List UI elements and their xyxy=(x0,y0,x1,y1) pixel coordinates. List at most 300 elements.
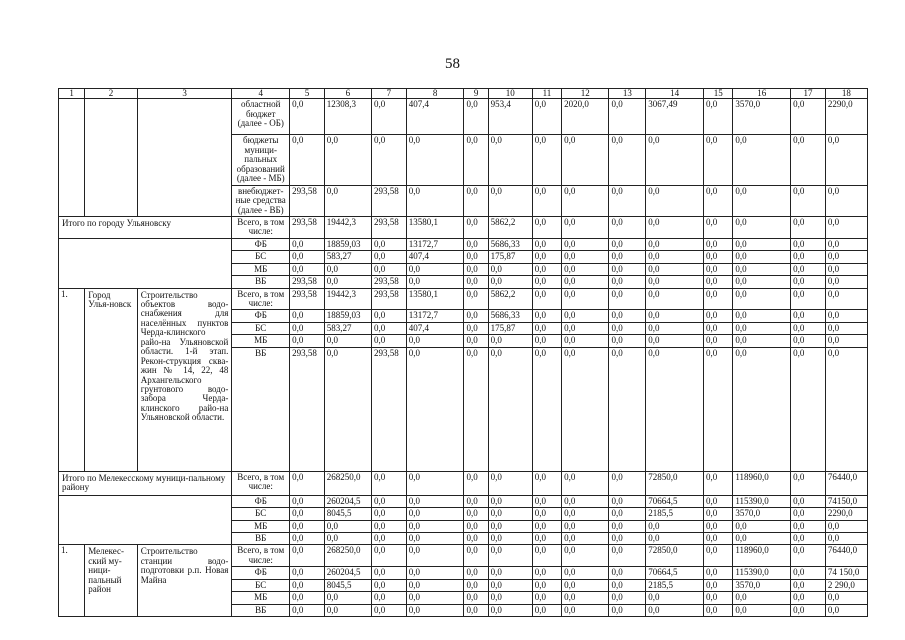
value-cell: 0,0 xyxy=(646,604,704,616)
value-cell: 0,0 xyxy=(464,347,488,471)
funding-source-label: Всего, в том числе: xyxy=(232,288,290,310)
header-cell: 12 xyxy=(562,89,609,99)
value-cell: 260204,5 xyxy=(324,495,371,507)
value-cell: 0,0 xyxy=(609,310,646,322)
header-cell: 6 xyxy=(324,89,371,99)
value-cell: 0,0 xyxy=(791,579,826,591)
header-cell: 17 xyxy=(791,89,826,99)
value-cell: 0,0 xyxy=(609,520,646,532)
value-cell: 0,0 xyxy=(733,251,791,263)
funding-source-label: Всего, в том числе: xyxy=(232,545,290,567)
value-cell: 0,0 xyxy=(562,310,609,322)
header-cell: 2 xyxy=(85,89,138,99)
value-cell: 0,0 xyxy=(406,495,464,507)
value-cell: 0,0 xyxy=(825,310,867,322)
value-cell: 0,0 xyxy=(562,520,609,532)
value-cell: 0,0 xyxy=(562,567,609,579)
value-cell: 0,0 xyxy=(791,347,826,471)
table-row xyxy=(59,545,868,567)
value-cell: 0,0 xyxy=(646,335,704,347)
value-cell: 0,0 xyxy=(609,263,646,275)
empty-cell xyxy=(85,99,138,217)
value-cell: 293,58 xyxy=(372,276,407,288)
value-cell: 0,0 xyxy=(406,135,464,185)
value-cell: 0,0 xyxy=(703,335,732,347)
value-cell: 8045,5 xyxy=(324,508,371,520)
header-cell: 10 xyxy=(488,89,532,99)
value-cell: 0,0 xyxy=(532,288,561,310)
value-cell: 0,0 xyxy=(733,592,791,604)
region-name: Город Улья-новск xyxy=(85,288,138,471)
funding-source-label: БС xyxy=(232,322,290,334)
value-cell: 0,0 xyxy=(703,604,732,616)
value-cell: 0,0 xyxy=(372,99,407,135)
value-cell: 0,0 xyxy=(372,495,407,507)
funding-source-label: Всего, в том числе: xyxy=(232,471,290,495)
value-cell: 0,0 xyxy=(488,185,532,216)
value-cell: 0,0 xyxy=(406,520,464,532)
value-cell: 0,0 xyxy=(324,135,371,185)
value-cell: 0,0 xyxy=(532,185,561,216)
funding-source-label: ФБ xyxy=(232,567,290,579)
table-row xyxy=(59,495,868,507)
value-cell: 293,58 xyxy=(372,216,407,238)
value-cell: 0,0 xyxy=(703,347,732,471)
value-cell: 0,0 xyxy=(825,238,867,250)
value-cell: 0,0 xyxy=(372,579,407,591)
value-cell: 0,0 xyxy=(324,592,371,604)
item-number: 1. xyxy=(59,545,85,617)
region-name: Мелекес-ский му-ници-пальный район xyxy=(85,545,138,617)
value-cell: 0,0 xyxy=(733,310,791,322)
value-cell: 0,0 xyxy=(791,263,826,275)
value-cell: 0,0 xyxy=(703,251,732,263)
value-cell: 0,0 xyxy=(532,251,561,263)
value-cell: 0,0 xyxy=(290,545,325,567)
value-cell: 0,0 xyxy=(464,185,488,216)
funding-source-label: бюджеты муници-пальных образований (далее - МБ) xyxy=(232,135,290,185)
value-cell: 0,0 xyxy=(324,520,371,532)
value-cell: 0,0 xyxy=(703,288,732,310)
header-cell: 16 xyxy=(733,89,791,99)
value-cell: 0,0 xyxy=(372,322,407,334)
table-row xyxy=(59,471,868,495)
funding-source-label: ФБ xyxy=(232,310,290,322)
value-cell: 0,0 xyxy=(791,216,826,238)
value-cell: 0,0 xyxy=(703,135,732,185)
value-cell: 0,0 xyxy=(464,276,488,288)
value-cell: 407,4 xyxy=(406,251,464,263)
value-cell: 0,0 xyxy=(406,545,464,567)
object-description: Строительство станции водо-подготовки р.п. Новая Майна xyxy=(137,545,232,617)
value-cell: 0,0 xyxy=(406,276,464,288)
value-cell: 0,0 xyxy=(488,347,532,471)
value-cell: 0,0 xyxy=(324,263,371,275)
value-cell: 0,0 xyxy=(532,532,561,544)
value-cell: 0,0 xyxy=(646,288,704,310)
value-cell: 0,0 xyxy=(406,579,464,591)
value-cell: 0,0 xyxy=(488,263,532,275)
funding-source-label: ВБ xyxy=(232,532,290,544)
header-cell: 7 xyxy=(372,89,407,99)
funding-source-label: ФБ xyxy=(232,238,290,250)
value-cell: 0,0 xyxy=(290,322,325,334)
value-cell: 0,0 xyxy=(464,335,488,347)
value-cell: 0,0 xyxy=(791,238,826,250)
value-cell: 0,0 xyxy=(609,99,646,135)
value-cell: 0,0 xyxy=(464,216,488,238)
value-cell: 0,0 xyxy=(609,508,646,520)
value-cell: 0,0 xyxy=(703,216,732,238)
value-cell: 0,0 xyxy=(372,135,407,185)
value-cell: 2185,5 xyxy=(646,579,704,591)
value-cell: 0,0 xyxy=(791,251,826,263)
value-cell: 0,0 xyxy=(464,310,488,322)
value-cell: 260204,5 xyxy=(324,567,371,579)
value-cell: 0,0 xyxy=(825,532,867,544)
value-cell: 0,0 xyxy=(703,99,732,135)
value-cell: 0,0 xyxy=(532,135,561,185)
value-cell: 0,0 xyxy=(562,532,609,544)
value-cell: 0,0 xyxy=(464,288,488,310)
value-cell: 0,0 xyxy=(825,251,867,263)
value-cell: 0,0 xyxy=(646,238,704,250)
value-cell: 0,0 xyxy=(406,592,464,604)
value-cell: 0,0 xyxy=(646,135,704,185)
value-cell: 268250,0 xyxy=(324,471,371,495)
value-cell: 0,0 xyxy=(464,532,488,544)
value-cell: 3570,0 xyxy=(733,508,791,520)
value-cell: 175,87 xyxy=(488,322,532,334)
value-cell: 0,0 xyxy=(562,276,609,288)
value-cell: 0,0 xyxy=(532,347,561,471)
value-cell: 0,0 xyxy=(532,604,561,616)
value-cell: 175,87 xyxy=(488,251,532,263)
value-cell: 0,0 xyxy=(825,276,867,288)
value-cell: 0,0 xyxy=(464,495,488,507)
value-cell: 0,0 xyxy=(825,216,867,238)
funding-source-label: Всего, в том числе: xyxy=(232,216,290,238)
funding-source-label: МБ xyxy=(232,520,290,532)
value-cell: 0,0 xyxy=(532,310,561,322)
value-cell: 0,0 xyxy=(406,604,464,616)
value-cell: 0,0 xyxy=(703,238,732,250)
value-cell: 2 290,0 xyxy=(825,579,867,591)
value-cell: 0,0 xyxy=(406,471,464,495)
value-cell: 0,0 xyxy=(464,545,488,567)
funding-source-label: ВБ xyxy=(232,347,290,471)
value-cell: 18859,03 xyxy=(324,238,371,250)
value-cell: 0,0 xyxy=(609,251,646,263)
value-cell: 0,0 xyxy=(646,310,704,322)
value-cell: 0,0 xyxy=(562,545,609,567)
header-cell: 18 xyxy=(825,89,867,99)
value-cell: 0,0 xyxy=(464,99,488,135)
value-cell: 19442,3 xyxy=(324,216,371,238)
value-cell: 0,0 xyxy=(290,471,325,495)
value-cell: 0,0 xyxy=(532,471,561,495)
funding-source-label: областной бюджет (далее - ОБ) xyxy=(232,99,290,135)
value-cell: 0,0 xyxy=(703,322,732,334)
value-cell: 0,0 xyxy=(290,251,325,263)
value-cell: 293,58 xyxy=(290,185,325,216)
value-cell: 0,0 xyxy=(372,532,407,544)
value-cell: 13580,1 xyxy=(406,288,464,310)
value-cell: 0,0 xyxy=(825,347,867,471)
value-cell: 0,0 xyxy=(488,276,532,288)
value-cell: 0,0 xyxy=(825,185,867,216)
value-cell: 0,0 xyxy=(464,520,488,532)
value-cell: 0,0 xyxy=(703,545,732,567)
value-cell: 3570,0 xyxy=(733,579,791,591)
value-cell: 0,0 xyxy=(791,276,826,288)
value-cell: 293,58 xyxy=(372,347,407,471)
value-cell: 0,0 xyxy=(406,263,464,275)
value-cell: 0,0 xyxy=(290,263,325,275)
value-cell: 0,0 xyxy=(488,135,532,185)
value-cell: 0,0 xyxy=(488,471,532,495)
value-cell: 0,0 xyxy=(464,604,488,616)
value-cell: 19442,3 xyxy=(324,288,371,310)
value-cell: 0,0 xyxy=(372,520,407,532)
value-cell: 0,0 xyxy=(791,99,826,135)
value-cell: 118960,0 xyxy=(733,471,791,495)
value-cell: 0,0 xyxy=(406,347,464,471)
value-cell: 0,0 xyxy=(290,310,325,322)
header-cell: 13 xyxy=(609,89,646,99)
value-cell: 0,0 xyxy=(290,99,325,135)
value-cell: 0,0 xyxy=(609,238,646,250)
value-cell: 0,0 xyxy=(532,508,561,520)
value-cell: 0,0 xyxy=(703,185,732,216)
value-cell: 0,0 xyxy=(703,592,732,604)
value-cell: 0,0 xyxy=(488,335,532,347)
header-cell: 3 xyxy=(137,89,232,99)
value-cell: 0,0 xyxy=(488,508,532,520)
value-cell: 0,0 xyxy=(646,322,704,334)
value-cell: 0,0 xyxy=(825,520,867,532)
value-cell: 0,0 xyxy=(609,604,646,616)
value-cell: 0,0 xyxy=(646,185,704,216)
value-cell: 0,0 xyxy=(290,238,325,250)
value-cell: 2290,0 xyxy=(825,99,867,135)
value-cell: 0,0 xyxy=(532,99,561,135)
value-cell: 0,0 xyxy=(791,567,826,579)
value-cell: 0,0 xyxy=(290,495,325,507)
empty-cell xyxy=(59,495,232,545)
value-cell: 5862,2 xyxy=(488,216,532,238)
value-cell: 0,0 xyxy=(372,263,407,275)
value-cell: 115390,0 xyxy=(733,567,791,579)
value-cell: 0,0 xyxy=(488,545,532,567)
value-cell: 0,0 xyxy=(646,520,704,532)
header-cell: 15 xyxy=(703,89,732,99)
funding-source-label: МБ xyxy=(232,335,290,347)
funding-source-label: ВБ xyxy=(232,276,290,288)
value-cell: 0,0 xyxy=(791,310,826,322)
value-cell: 0,0 xyxy=(488,592,532,604)
value-cell: 0,0 xyxy=(646,347,704,471)
value-cell: 0,0 xyxy=(791,495,826,507)
value-cell: 0,0 xyxy=(733,216,791,238)
value-cell: 0,0 xyxy=(791,604,826,616)
value-cell: 0,0 xyxy=(703,310,732,322)
value-cell: 0,0 xyxy=(791,135,826,185)
value-cell: 583,27 xyxy=(324,322,371,334)
value-cell: 2185,5 xyxy=(646,508,704,520)
value-cell: 72850,0 xyxy=(646,545,704,567)
value-cell: 0,0 xyxy=(562,216,609,238)
value-cell: 583,27 xyxy=(324,251,371,263)
header-cell: 4 xyxy=(232,89,290,99)
value-cell: 0,0 xyxy=(562,135,609,185)
value-cell: 0,0 xyxy=(825,263,867,275)
value-cell: 0,0 xyxy=(825,592,867,604)
value-cell: 0,0 xyxy=(562,604,609,616)
value-cell: 0,0 xyxy=(791,545,826,567)
value-cell: 118960,0 xyxy=(733,545,791,567)
funding-source-label: БС xyxy=(232,508,290,520)
value-cell: 0,0 xyxy=(372,604,407,616)
value-cell: 0,0 xyxy=(372,310,407,322)
value-cell: 293,58 xyxy=(372,185,407,216)
value-cell: 0,0 xyxy=(324,335,371,347)
value-cell: 0,0 xyxy=(609,322,646,334)
value-cell: 0,0 xyxy=(791,185,826,216)
value-cell: 8045,5 xyxy=(324,579,371,591)
value-cell: 0,0 xyxy=(791,288,826,310)
value-cell: 5686,33 xyxy=(488,310,532,322)
value-cell: 5686,33 xyxy=(488,238,532,250)
value-cell: 0,0 xyxy=(324,532,371,544)
value-cell: 0,0 xyxy=(609,216,646,238)
value-cell: 0,0 xyxy=(562,579,609,591)
value-cell: 0,0 xyxy=(372,545,407,567)
value-cell: 2020,0 xyxy=(562,99,609,135)
value-cell: 0,0 xyxy=(791,508,826,520)
value-cell: 0,0 xyxy=(290,135,325,185)
value-cell: 0,0 xyxy=(324,604,371,616)
value-cell: 0,0 xyxy=(290,579,325,591)
value-cell: 0,0 xyxy=(609,579,646,591)
value-cell: 0,0 xyxy=(324,185,371,216)
value-cell: 74 150,0 xyxy=(825,567,867,579)
value-cell: 0,0 xyxy=(562,335,609,347)
value-cell: 0,0 xyxy=(532,567,561,579)
value-cell: 0,0 xyxy=(464,592,488,604)
value-cell: 0,0 xyxy=(825,335,867,347)
value-cell: 407,4 xyxy=(406,99,464,135)
value-cell: 0,0 xyxy=(562,508,609,520)
value-cell: 0,0 xyxy=(825,604,867,616)
value-cell: 0,0 xyxy=(532,495,561,507)
value-cell: 0,0 xyxy=(532,276,561,288)
empty-cell xyxy=(59,238,232,288)
value-cell: 13580,1 xyxy=(406,216,464,238)
value-cell: 293,58 xyxy=(290,276,325,288)
value-cell: 0,0 xyxy=(464,251,488,263)
header-cell: 9 xyxy=(464,89,488,99)
value-cell: 0,0 xyxy=(791,335,826,347)
page-number: 58 xyxy=(445,56,460,72)
value-cell: 0,0 xyxy=(406,185,464,216)
value-cell: 0,0 xyxy=(290,520,325,532)
total-title: Итого по городу Ульяновску xyxy=(59,216,232,238)
value-cell: 0,0 xyxy=(562,347,609,471)
header-cell: 5 xyxy=(290,89,325,99)
funding-source-label: БС xyxy=(232,579,290,591)
value-cell: 0,0 xyxy=(372,335,407,347)
value-cell: 0,0 xyxy=(703,495,732,507)
value-cell: 0,0 xyxy=(324,347,371,471)
value-cell: 0,0 xyxy=(703,276,732,288)
value-cell: 0,0 xyxy=(609,347,646,471)
value-cell: 0,0 xyxy=(609,532,646,544)
value-cell: 0,0 xyxy=(464,471,488,495)
value-cell: 0,0 xyxy=(703,263,732,275)
empty-cell xyxy=(137,99,232,217)
value-cell: 70664,5 xyxy=(646,495,704,507)
value-cell: 2290,0 xyxy=(825,508,867,520)
value-cell: 0,0 xyxy=(791,532,826,544)
value-cell: 0,0 xyxy=(488,495,532,507)
funding-source-label: внебюджет-ные средства (далее - ВБ) xyxy=(232,185,290,216)
table-row xyxy=(59,238,868,250)
value-cell: 0,0 xyxy=(791,322,826,334)
funding-source-label: МБ xyxy=(232,592,290,604)
value-cell: 0,0 xyxy=(464,579,488,591)
value-cell: 0,0 xyxy=(609,545,646,567)
value-cell: 0,0 xyxy=(372,567,407,579)
value-cell: 72850,0 xyxy=(646,471,704,495)
value-cell: 0,0 xyxy=(609,276,646,288)
value-cell: 0,0 xyxy=(733,322,791,334)
value-cell: 0,0 xyxy=(562,185,609,216)
item-number: 1. xyxy=(59,288,85,471)
value-cell: 0,0 xyxy=(733,288,791,310)
value-cell: 0,0 xyxy=(562,592,609,604)
value-cell: 0,0 xyxy=(290,532,325,544)
value-cell: 0,0 xyxy=(825,288,867,310)
value-cell: 0,0 xyxy=(464,508,488,520)
value-cell: 0,0 xyxy=(703,508,732,520)
value-cell: 0,0 xyxy=(290,604,325,616)
header-cell: 1 xyxy=(59,89,85,99)
value-cell: 0,0 xyxy=(372,471,407,495)
value-cell: 12308,3 xyxy=(324,99,371,135)
value-cell: 0,0 xyxy=(646,216,704,238)
value-cell: 0,0 xyxy=(609,185,646,216)
value-cell: 0,0 xyxy=(733,276,791,288)
budget-table xyxy=(58,88,868,617)
value-cell: 0,0 xyxy=(703,520,732,532)
value-cell: 0,0 xyxy=(609,567,646,579)
value-cell: 5862,2 xyxy=(488,288,532,310)
value-cell: 0,0 xyxy=(646,592,704,604)
value-cell: 0,0 xyxy=(703,567,732,579)
value-cell: 0,0 xyxy=(609,288,646,310)
value-cell: 0,0 xyxy=(609,495,646,507)
value-cell: 0,0 xyxy=(562,471,609,495)
value-cell: 0,0 xyxy=(290,335,325,347)
value-cell: 0,0 xyxy=(488,604,532,616)
header-cell: 11 xyxy=(532,89,561,99)
value-cell: 0,0 xyxy=(290,592,325,604)
value-cell: 0,0 xyxy=(562,288,609,310)
value-cell: 18859,03 xyxy=(324,310,371,322)
value-cell: 0,0 xyxy=(733,135,791,185)
value-cell: 0,0 xyxy=(733,520,791,532)
